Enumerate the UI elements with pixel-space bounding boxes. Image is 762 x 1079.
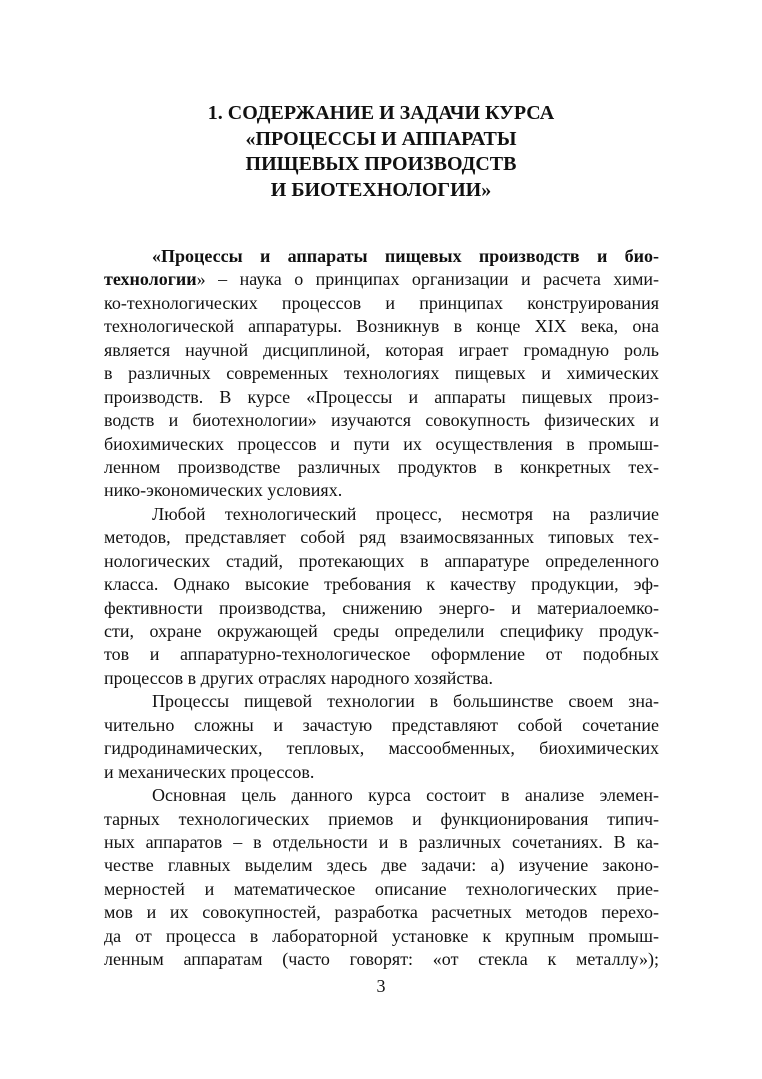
bold-term: «Процессы и аппараты пищевых производств и био- xyxy=(152,246,659,266)
text-line: процессов в других отраслях народного хозяйства. xyxy=(104,667,493,688)
title-line: ПИЩЕВЫХ ПРОИЗВОДСТВ xyxy=(245,153,517,175)
text-line: Процессы пищевой технологии в большинстве своем зна- xyxy=(152,691,659,712)
text-line: является научной дисциплиной, которая играет громадную роль xyxy=(104,339,659,360)
text-line: биохимических процессов и пути их осуществления в промыш- xyxy=(104,433,659,454)
text-line: честве главных выделим здесь две задачи: а) изучение законо- xyxy=(104,855,659,876)
title-line: «ПРОЦЕССЫ И АППАРАТЫ xyxy=(245,127,517,150)
text-line: ных аппаратов – в отдельности и в различных сочетаниях. В ка- xyxy=(104,831,659,852)
text-line: мов и их совокупностей, разработка расчетных методов перехо- xyxy=(104,902,659,923)
text-line: гидродинамических, тепловых, массообменных, биохимических xyxy=(104,738,659,759)
text-line: производств. В курсе «Процессы и аппараты пищевых произ- xyxy=(104,386,659,407)
paragraph-2 xyxy=(104,503,659,691)
text-line: чительно сложны и зачастую представляют собой сочетание xyxy=(104,714,659,735)
page-number: 3 xyxy=(376,976,386,996)
text-line: технологической аппаратуры. Возникнув в конце XIX века, она xyxy=(104,316,659,337)
text-line: сти, охране окружающей среды определили специфику продук- xyxy=(104,621,659,641)
text-line: нологических стадий, протекающих в аппаратуре определенного xyxy=(104,550,659,571)
chapter-title xyxy=(0,101,762,203)
text-line: ко-технологических процессов и принципах конструирования xyxy=(104,292,659,313)
paragraph-3 xyxy=(104,690,659,784)
text-fragment: » – наука о принципах организации и расчета хими- xyxy=(196,269,659,290)
text-line: и механических процессов. xyxy=(104,761,315,782)
body-text xyxy=(104,245,659,972)
text-line: тарных технологических приемов и функционирования типич- xyxy=(104,808,659,829)
title-line: И БИОТЕХНОЛОГИИ» xyxy=(270,178,492,201)
paragraph-4 xyxy=(104,784,659,972)
text-line xyxy=(104,245,659,268)
paragraph-1 xyxy=(104,245,659,503)
bold-term: технологии xyxy=(104,269,197,290)
text-line: Любой технологический процесс, несмотря на различие xyxy=(152,503,659,524)
text-line: в различных современных технологиях пищевых и химических xyxy=(104,363,659,384)
text-line: ленным аппаратам (часто говорят: «от стекла к металлу»); xyxy=(104,949,659,970)
text-line: нико-экономических условиях. xyxy=(104,480,343,501)
text-line: Основная цель данного курса состоит в анализе элемен- xyxy=(152,785,659,806)
text-line xyxy=(104,268,659,291)
text-line: тов и аппаратурно-технологическое оформление от подобных xyxy=(104,644,659,665)
text-line: водств и биотехнологии» изучаются совокупность физических и xyxy=(104,410,659,431)
title-line: 1. СОДЕРЖАНИЕ И ЗАДАЧИ КУРСА xyxy=(207,102,555,124)
text-line: мерностей и математическое описание технологических прие- xyxy=(104,878,659,899)
text-line: да от процесса в лабораторной установке к крупным промыш- xyxy=(104,925,659,946)
text-line: ленном производстве различных продуктов в конкретных тех- xyxy=(104,456,659,477)
text-line: методов, представляет собой ряд взаимосвязанных типовых тех- xyxy=(104,527,659,548)
text-line: фективности производства, снижению энерго- и материалоемко- xyxy=(104,597,659,618)
text-line: класса. Однако высокие требования к качеству продукции, эф- xyxy=(104,574,659,595)
